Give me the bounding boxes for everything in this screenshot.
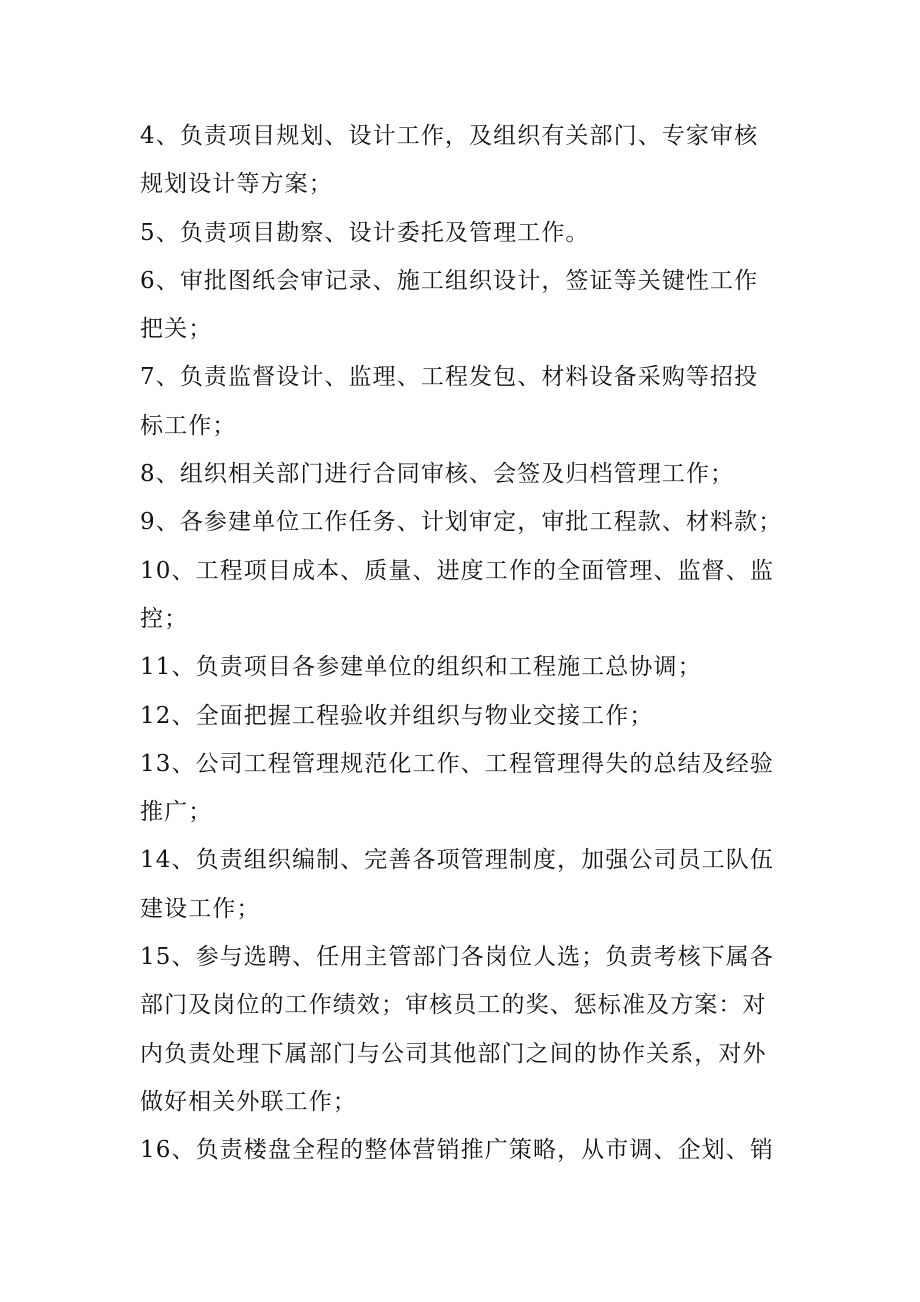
text-line: 内负责处理下属部门与公司其他部门之间的协作关系，对外 xyxy=(140,1040,767,1067)
text-line: 推广； xyxy=(140,799,213,826)
text-line: 16、负责楼盘全程的整体营销推广策略，从市调、企划、销 xyxy=(140,1137,774,1164)
text-line: 12、全面把握工程验收并组织与物业交接工作； xyxy=(140,702,654,729)
text-line: 控； xyxy=(140,605,189,632)
text-line: 规划设计等方案； xyxy=(140,171,333,198)
text-line: 4、负责项目规划、设计工作，及组织有关部门、专家审核 xyxy=(140,123,759,149)
text-line: 7、负责监督设计、监理、工程发包、材料设备采购等招投 xyxy=(140,364,759,391)
text-line: 做好相关外联工作； xyxy=(140,1088,357,1115)
document-body xyxy=(140,112,810,1175)
text-line: 14、负责组织编制、完善各项管理制度，加强公司员工队伍 xyxy=(140,847,774,874)
text-line: 11、负责项目各参建单位的组织和工程施工总协调； xyxy=(140,654,702,681)
text-line: 标工作； xyxy=(140,412,237,439)
text-line: 8、组织相关部门进行合同审核、会签及归档管理工作； xyxy=(140,461,735,488)
text-line: 13、公司工程管理规范化工作、工程管理得失的总结及经验 xyxy=(140,750,774,777)
text-line: 9、各参建单位工作任务、计划审定，审批工程款、材料款； xyxy=(140,509,783,536)
text-line: 10、工程项目成本、质量、进度工作的全面管理、监督、监 xyxy=(140,557,774,584)
text-line: 建设工作； xyxy=(140,895,261,922)
text-line: 部门及岗位的工作绩效；审核员工的奖、惩标准及方案：对 xyxy=(140,992,767,1019)
text-line: 把关； xyxy=(140,316,213,343)
text-line: 6、审批图纸会审记录、施工组织设计，签证等关键性工作 xyxy=(140,267,759,294)
text-line: 5、负责项目勘察、设计委托及管理工作。 xyxy=(140,219,590,246)
text-line: 15、参与选聘、任用主管部门各岗位人选；负责考核下属各 xyxy=(140,944,774,971)
